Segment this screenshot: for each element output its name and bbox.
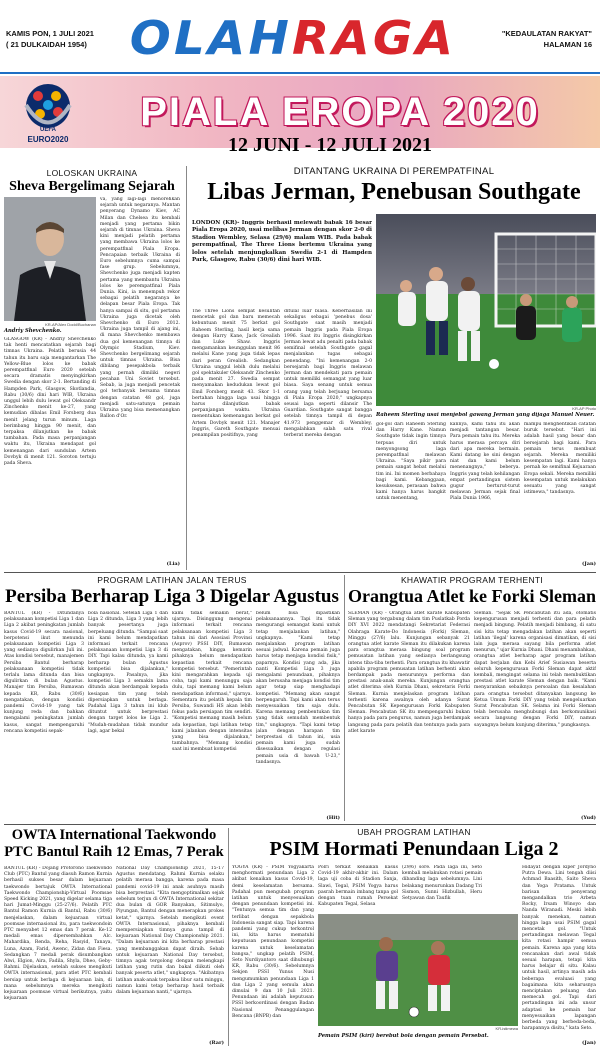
section-rule	[4, 572, 596, 573]
story5-col2: National Day Championship 2021, 15-17 Agustus mendatang. Rahmi Kurnia selaku pelatih merasa bangga, karena pada masa pandemi covid-19 ini anak asuhnya masih bisa berprestasi. "Kita mengoptimalkan sejak sebelum terjun di OWTA International sekitar dua bulan di GOR Banyakan, Sitimulyo, Piyungan, Bantul dengan menerapkan prokes ketat," ujarnya. Setelah mengikuti event OWTA Internasional, pihaknya kembali mempersiapkan timnya guna tampil di kejuaraan National Day Championship 2021. "Dalam kejuaraan ini kita berharap prestasi yang membanggakan dapat diraih. Sebab untuk kejuaraan National Day tersebut, timnya agak tergolong dengan melengkapi latihan yang rutin dan bakal diikuti oleh banyak peserta atlet," ungkapnya. "Akibatnya latihan anak-anak terpaksa libur satu minggu, namun kami tetap berharap hasil terbaik dalam kejuaraan nanti," ujarnya.	[116, 866, 224, 996]
story1-photo	[4, 197, 96, 321]
story4-byline: (Yud)	[581, 815, 596, 821]
story2-col-d: kannya, kami tahu itu akan menjadi tantangan besar. Para pemain tahu itu. Mereka harus merasa percaya diri dari apa mereka bermain. Kami datang ke sini dengan niat dan kami belum menenangnya," beberya. Inggris yang telah kehilangan empat pertandingan sistem gugur berturut-turut melawan Jerman sejak final Piala Dunia 1966,	[450, 422, 520, 502]
story4-col1: SLEMAN (KR) - Orangtua atlet karate Kabupaten Sleman yang tergabung dalam tim Puslatkab Porda DIY XVI 2022 mendatangi Sekretariat Federasi Olahraga Karate-Do Indonesia (Forki) Sleman, Minggu (27/6) lalu. Kunjungan sebanyak 21 orangtua atlet karate Sleman itu dilakukan karena para orangtua merasa bingung soal program pemusatan latihan yang sedianya berlangsung intens tiba-tiba terhenti. Para orangtua itu khawatir apabila program pemusatan latihan berhenti akan berdampak pada menurunnya performa dan prestasi anak-anak mereka. Kunjungan orangtua atlet diterima oleh Kurnia Dhani, sekretaris Forki Sleman. Kurnia menjelaskan program latihan terhenti karena awalnya oleh adanya Surat Pencabutan SK Kepengurusan Forki Kabupaten Sleman. Pencabutan SK itu mempengaruhi bukan hanya pada para pengurus, namun juga berdampak langsung pada para pelatih dan tentunya pada para atlet karate	[348, 611, 470, 734]
story6-kicker: UBAH PROGRAM LATIHAN	[357, 827, 471, 837]
story4-col2: Sleman. "Sejak SK Pencabutan itu ada, otomatis kepengurusan menjadi terhenti dan para pelatih menjadi bingung. Pelatih menjadi bimbang, di satu sisi kita tetap mengadakan latihan akan seperti latihan 'ilegal' karena organisasi dimatikan, di sisi lain juga merasa sayang bila performa atlet menurun," ujar Kurnia Dhani. Dhani menambahkan, orangtua atlet berharap agar program latihan dapat berjalan dan Kebi Arief Susiawan beserta seluruh kepengurusan Forki Sleman dapat aktif kembali, mengingat selama ini telah membuktikan prestasi atlet karate Sleman dengan baik. "Kami menyarankan sebaiknya persoalan dan kesalahan para orangtua tersebut ditanyakan langsung ke Ketua Umum Forki DIY yang telah mengeluarkan Surat Pencabutan SK. Selama ini Forki Sleman telah berusaha menghubungi dan berkomunikasi secara langsung dengan Forki DIY, namun sayangnya belum kunjung diterima," pungkasnya.	[474, 611, 596, 728]
story4-kicker: KHAWATIR PROGRAM TERHENTI	[400, 575, 544, 585]
psim-photo-illustration	[318, 914, 518, 1026]
section-rule	[4, 824, 596, 825]
coach-photo-illustration	[4, 197, 96, 321]
story1-kicker: LOLOSKAN UKRAINA	[46, 168, 138, 178]
story2-col-a: The Three Lions sempat kesulitan mencetak gol dan baru memecah kebuntuan menit 75 berkat gol Raheem Sterling, hasil kerja sama dengan Harry Kane, Jack Grealish dan Luke Shaw. Inggris mengamankan keunggulan menit 86 melalui Kane yang juga tidak lepas dari peran Grealish. Sedangkan Ukraina unggul lebih dulu melalui gol spektakuler Oleksandr Zinchenko pada menit 27. Swedia sempat menyamakan kedudukan lewat gol Emil Forsberg menit 43. Skor 1-1 bertahan hingga laga usai hingga harus dilanjutkan babak perpanjangan waktu. Ukraina menentukan kemenangan berkat gol Artem Dovbyk menit 121. Manajer Inggris, Gareth Southgate menuai penampilan positifnya, yang	[192, 309, 280, 439]
page-number: HALAMAN 16	[543, 40, 592, 49]
story1-headline: Sheva Bergelimang Sejarah	[9, 180, 175, 194]
story2-col-c: gol-gol dari Raheem Sterling dan Harry Kane. Namun Southgate tidak ingin timnya terpuas diri untuk menyongsong laga perempatfinal melawan Ukraina. "Saya pikir para pemain sangat hebat melalui tim ini. Ini momen berbahaya bagi kami. Kebanggaan, kesuksesan, perasaan bahwa kami hanya harus bangkit untuk menentang,	[376, 422, 446, 502]
story2-byline: (Jan)	[582, 561, 596, 567]
story3-byline: (Hit)	[326, 815, 340, 821]
story2-photo-caption: Raheem Sterling usai menjebol gawang Jerman yang dijaga Manuel Neuer.	[376, 412, 595, 418]
story6-col4: Hidayat dengan kiper Jordyno Putra Dewa. Lini tengah diisi Achmad Baasith, Saito Sheva dan Yoga Pratama. Untuk barisan penyerang mengandalkan trio Arbeta Rocky, Irsam Winoyo dan Nanda Wiranadi. Meski lebih banyak menekan, namun hingga laga usai PSIM gagal mencetak gol. "Untuk pertandingan melawan Tegal kita rotasi hampir semua pemain. Karena apa yang kita rencanakan dari awal tidak sesuai harapan, tetapi kita harus belajar di situ. Kalau untuk hasil, artinya masih ada beberapa evaluasi yang bagaimana kita seharusnya menciptakan peluang dan memecah gol. Tapi dari pertandingan ini ada unsur adaptasi ke pemain bar menyesuaikan lapangan berbeda yang berbeda-beda, harapannya disitu," kata Seto.	[522, 865, 596, 1032]
brand-part-raga: RAGA	[292, 11, 457, 65]
story6-col1: YOGYA (KR) - PSIM Yogyakarta menghormati penundaan Liga 2 akibat kenaikan kasus Covid-19, demi keselamatan bersama. Padahal pun mengubah program latihan untuk menyesuaikan dengan penundaan kompetisi ini. "Tentunya semua tim dan yang terlibat dengan sepakbola Indonesia sangat siap. Tapi karena pandemi yang cukup terkontrol ini, kita harus mematuhi keputusan penundaan kompetisi karena untuk keselamatan bangsa," ungkap pelatih PSIM, Seto Nurdiyantoro saat dihubungi KR, Rabu (30/6). Sebelumnya Sekjen PSSI Yunus Nusi mengumumkan penundaan Liga 1 dan Liga 2 yang semula akan dimulai 9 dan 10 Juli 2021. Penundaan ini adalah keputusan PSSI berkoordinasi dengan Badan Nasional Penanggulangan Bencana (BNPB) dan	[232, 865, 314, 1019]
story1-byline: (Lia)	[166, 561, 180, 567]
story2-col-e: mampu menghentikan catatan buruk tersebut. "Hari ini adalah hasil yang besar dan bersejarah bagi kami. Para pemain terus membuat sejarah. Mereka memiliki kesempatan lagi. Kami hanya pernah ke semifinal Kejuaraan Eropa sekali. Mereka memiliki kesempatan untuk melakukan sesuatu yang sangat istimewa," tandasnya.	[524, 422, 596, 496]
story2-kicker: DITANTANG UKRAINA DI PEREMPATFINAL	[293, 166, 495, 177]
masthead-rule	[0, 72, 600, 74]
brand-logo	[120, 12, 467, 64]
story1-col2: va, yang lagi-lagi menorehkan sejarah untuk negaranya. Mantan penyerang Dynamo Kiev, AC Milan dan Chelsea itu kembali menjadi yang pertama bikin sejarah di timnas Ukraina. Sheva kini menjadi pelatih pertama yang membawa Ukraina lolos ke perempatfinal Piala Eropa. Pencapaian terbaik Ukraina di Euro sebelumnya cuma sampai fase grup. Sebelumnya, Shevchenko juga menjadi kapten pertama yang membantu Ukraina lolos ke perempatfinal Piala Dunia. Kini, ia menempuh rekor sebagai pelatih negaranya ke delapan besar Piala Eropa. Tak hanya sampai di situ, gol pertama Ukraina juga dicetak oleh Shevchenko di Euro 2012. Ukraina juga tampil di ajang ini, di mana Shevchenko membawa dua gol kemenangan timnya di Olympic Stadium, Kiev. Shevchenko bergelimang sejarah untuk timnas Ukraina. Bisa dibilang pesepakbola terbaik yang pernah dimiliki negeri pecahan Uni Soviet tersebut. Sebab, ia juga menjadi pencetak gol terbanyak bersama timnas dengan catatan 48 gol, juga menjadi satu-satunya pemain Ukraina yang bisa memenangkan Ballon d'Or.	[100, 197, 180, 420]
story5-col1: BANTUL (KR) - Dojang Protorono Taekwondo Club (PTC) Bantul yang diasuh Ramon Kurnia berhasil sukses besar dalam kejuaraan taekwondo bertajuk OWTA International Taekwondo Championship-Virtual Poomsae Speed Kicking 2021, yang digelar selama tiga hari Jumat-Minggu (25-27/6). Pelatih PTC Bantul Ramon Kurnia di Bantul, Rabu (30/6) menjelaskan, dalam kejuaraan virtual poomsae internasional itu, para taekwondoin PTC menyabet 12 emas dan 7 perak. Ke-12 medali emas dipersembahkan Alc. Mahardika, Renda, Reha, Rasyid, Tanaya, Luna, Azam, Farid, Awenc, Zidan dan Fiesa. Sedangkan 7 medali perak disumbangkan Alwi, Elgion, Aira, Fadila, Shyla, Dheo, Geby-Rahmi. Dijelaskan, setelah sukses mengikuti OWTA internasional, para atlet PTC kembali bersiap untuk berlaga di kejuaraan lain, di mana sebelumnya mereka mengikuti kejuaraan poomsae virtual berikutnya, yaitu kejuaraan	[4, 866, 112, 1002]
story4-headline: Orangtua Atlet ke Forki Sleman	[348, 587, 596, 606]
column-divider	[344, 575, 345, 821]
story5-headline-line2: PTC Bantul Raih 12 Emas, 7 Perak	[4, 845, 224, 860]
story1-photo-credit: KR-AP/Alex Dodd/Buchanan	[45, 322, 96, 327]
paper-name: "KEDAULATAN RAKYAT"	[501, 29, 592, 38]
story3-col4: belum bisa dipastikan pelaksanaannya. Tapi itu tidak mengurangi semangat kami untuk tetap menjalankan latihan," ungkapnya. "Kami tetap menjalankan program latihan sesuai jadwal. Karena pemain juga harus tetap menjaga kondisi fisik," paparnya. Kondisi yang ada, jika nanti Kompetisi Liga 3 juga mengalami penundaan, pihaknya akan berusaha menjaga kondisi tim agar tetap siap menghadapi kompetisi. "Memang akan sangat berpengaruh. Tapi kami akan terus menyesuaikan tim saja dulu. Karena memang pembentukan tim yang tidak semudah membentuk tim," ungkapnya. "Tapi kami tetap jalan dengan harapan tim berprestasi di tahun ini, usia pemain kami juga sudah disesuaikan dengan regulasi pemain usia di bawah U-23," tandasnya.	[256, 611, 340, 765]
story2-lead: LONDON (KR)- Inggris berhasil melewati babak 16 besar Piala Eropa 2020, usai melibas Jerman dengan skor 2-0 di Stadion Wembley, Selasa (29/6) malam WIB. Pada babak perempatfinal, The Three Lions bertemu Ukraina yang lolos setelah menjungkalkan Swedia 2-1 di Hampden Park, Glasgow, Rabu (30/6) dini hari WIB.	[192, 220, 372, 264]
banner-title: PIALA EROPA 2020	[140, 90, 540, 134]
story3-col1: BANTUL (KR) - Ditundanya pelaksanaan kompetisi Liga 1 dan Liga 2 akibat peningkatan jumlah kasus Covid-19 secara nasional, berpotensi ikut menunda pelaksanaan kompetisi Liga 3 yang sedianya digulirkan Juli ini. Atas kondisi tersebut, manajemen Persiba Bantul berharap pelaksanaan kompetisi tidak terlalu lama ditunda dan bisa digulirkan di bulan Agustus. Manajer tim Persiba, Rumawan kepada KR, Rabu (30/6) mengatakan, dengan kondisi pandemi Covid-19 yang tak kunjung reda dan bahkan mengalami peningkatan jumlah kasus, sangat mempengaruhi rencana kompetisi sepak-	[4, 611, 84, 734]
issue-date: KAMIS PON, 1 JULI 2021	[6, 29, 94, 38]
story6-photo	[318, 914, 518, 1026]
story1-col1: GLASGOW (KR) - Andriy Shevchenko tak henti mencatatkan sejarah bagi timnas Ukraina. Pelatih berusia 44 tahun itu baru saja mengantarkan The Yellow-Blue lolos ke babak perempatfinal Euro 2020 setelah secara dramatis menyingkirkan Swedia dengan skor 2-1. Bertanding di Hampden Park, Glasgow, Skotlandia, Rabu (30/6) dini hari WIB, Ukraina unggul lebih dulu lewat gol Oleksandr Zinchenko menit ke-27, yang kemudian dibalas Emil Forsberg dua menit jelang turun minum. Laga berimbang hingga 90 menit, dan terpaksa dilanjutkan ke babak tambahan. Pada masa perpanjangan waktu itu, Ukraina mendapat gol kemenangan dari sundulan Artem Dovbyk di menit 121. Soroton tertuju pada Sheva.	[4, 337, 96, 467]
euro-logo-sub: EURO2020	[27, 135, 69, 144]
story3-headline: Persiba Berharap Liga 3 Digelar Agustus	[5, 587, 339, 607]
story2-photo-credit: KR-AP Photo	[572, 406, 596, 411]
euro-logo-text: UEFA	[39, 127, 56, 133]
tournament-dates: 12 JUNI - 12 JULI 2021	[228, 134, 432, 156]
story6-byline: (Jan)	[582, 1040, 596, 1046]
story2-headline: Libas Jerman, Penebusan Southgate	[207, 180, 581, 205]
story6-photo-caption: Pemain PSIM (kiri) berebut bola dengan pemain Persebat.	[318, 1033, 489, 1039]
match-photo-illustration	[376, 214, 596, 406]
story2-photo	[376, 214, 596, 406]
story5-headline-line1: OWTA International Taekwondo	[11, 828, 217, 843]
brand-part-olah: OLAH	[129, 11, 293, 65]
story6-photo-credit: KR-istimewa	[495, 1026, 518, 1031]
story2-col-b: ditulal luar biasa. Keberhasilan ini sekaligus sebagai 'penebus dosa' Southgate saat masih menjadi pemain Inggris pada Piala Eropa 1996. Saat itu Inggris disingkirkan Jerman lewat adu penalti pada babak semifinal setelah Southgate gagal menjalankan tugas sebagai penendang. "Ini kemenangan 2-0 bersejarah bagi Inggris melawan Jerman dan mendekati para pemain untuk memiliki semangat yang luar biasa. Saya senang untuk semua orang yang telah berjuang bersama di Piala Eropa 2020," ungkapnya seusai laga seperti dilansir The Guardian. Southgate sangat bangga setelah timnya tampil di depan 41.973 penggemar di Wembley, mengalahkan salah satu rival terberat mereka dengan	[284, 309, 372, 439]
story1-photo-caption: Andriy Shevchenko.	[4, 328, 62, 334]
column-divider	[228, 828, 229, 1046]
story3-kicker: PROGRAM LATIHAN JALAN TERUS	[97, 575, 247, 585]
column-divider	[186, 166, 187, 570]
masthead	[0, 0, 600, 74]
story6-col3: (29/6) sore. Pada laga ini, Seto kembali melakukan rotasi pemain dibanding laga sebelumnya. Lini belakang menurunkan Dadang Tri Sismon, Sunni Hizbullah, Heru Setyawan dan Taufik	[402, 865, 482, 902]
story3-col2: bola nasional. Setelah Liga 1 dan Liga 2 ditunda, Liga 3 yang lebih banyak pesertanya juga berpeluang ditunda. "Sampai saat ini kami belum mendapatkan informasi terkait rencana pelaksanaan kompetisi Liga 3 di DIY. Tapi kalau ditunda, ya kami berharap bulan Agustus kompetisi bisa dijalankan," ungkapnya. Pasalnya, jika kompetisi Liga 3 semakin lama ditunda akan berdampak kepada kesiapan tim yang telah dipersiapkan untuk berlaga. Padahal Liga 3 tahun ini klub dituntut untuk berprestasi dengan target lolos ke Liga 2. "Mudah-mudahan tidak mundur lagi, agar bekal	[88, 611, 168, 734]
story3-col3: kami tidak semakin berat," ujarnya. Disinggung mengenai informasi terkait rencana pelaksanaan kompetisi Liga 3 tahun ini dari Asosiasi Provinsi (Asprov) PSSI DIY, Rumawan mengatakan, hingga kemarin pihaknya belum mendapatkan kepastian terkait rencana kompetisi tersebut. "Pemerintah kini mengarahkan kepada uji coba, tapi kami menunggu saja dulu, tapi memang kami belum mendapatkan informasi," ujarnya. Sementara itu pelatih kepala tim Persiba, Suwandi HS akan lebih fokus pada persiapan tim sendiri. "Kompetisi memang masih belum ada kepastian, tapi latihan tetap kami jalankan dengan intensitas yang bisa dijalankan," tambahnya. "Memang kondisi saat ini membuat kompetisi	[172, 611, 252, 753]
story6-headline: PSIM Hormati Penundaan Liga 2	[269, 839, 559, 860]
story5-byline: (Rar)	[209, 1040, 224, 1046]
euro-logo	[8, 78, 88, 146]
issue-hijri-date: ( 21 DULKAIDAH 1954)	[6, 40, 87, 49]
story6-col2: Polri terkait kenaikan kasus Covid-19 akhir-akhir ini. Dalam laga uji coba di Stadion Sanja, Slawi, Tegal, PSIM Yogya harus pasrah bermain imbang tanpa gol dengan tuan rumah Persekat Kabupaten Tegal, Selasa	[318, 865, 398, 908]
